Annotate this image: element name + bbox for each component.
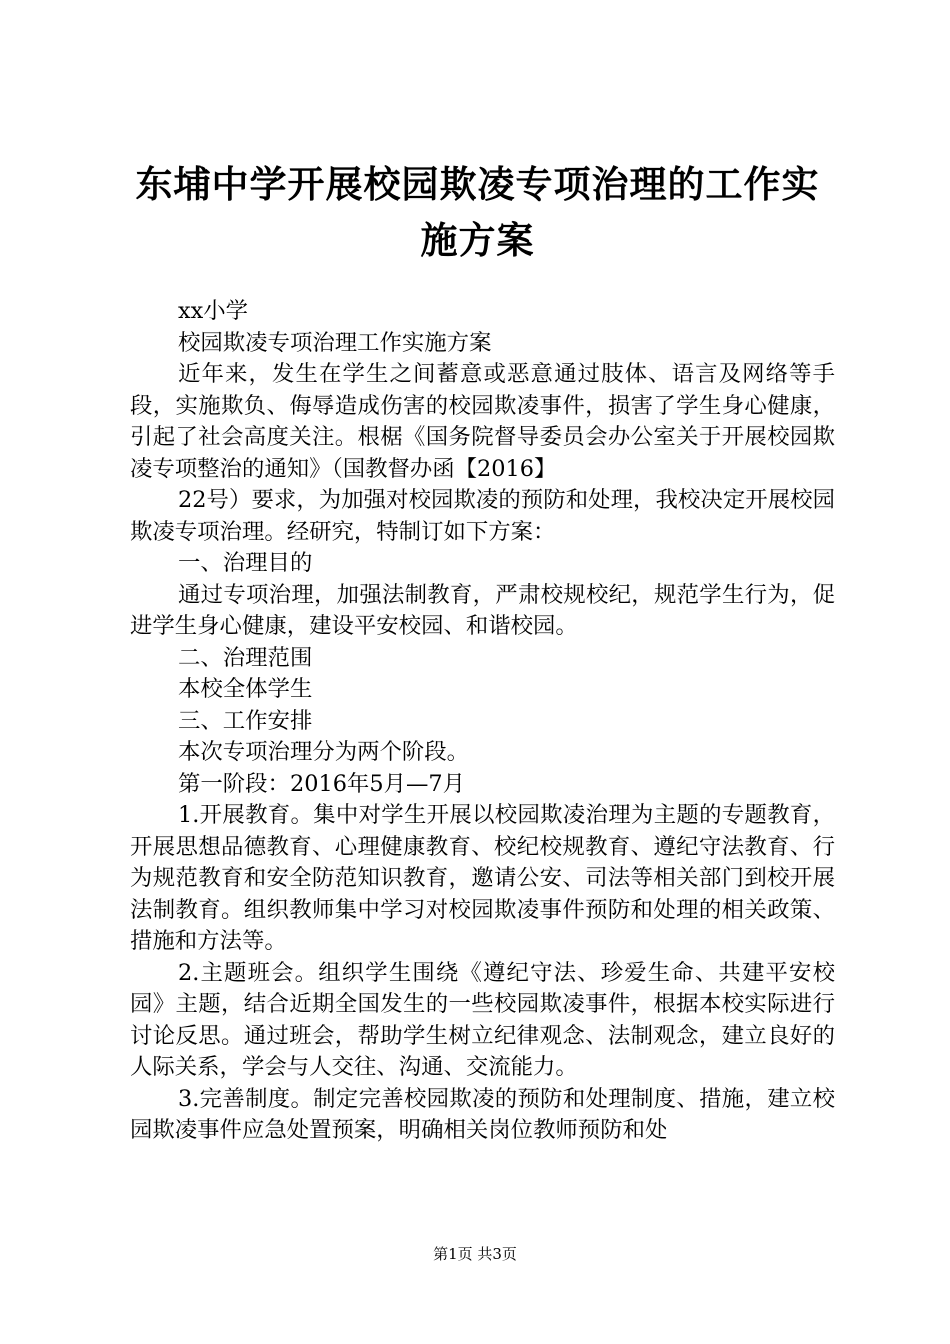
section-heading-goal: 一、治理目的 [178,550,313,576]
section-heading-scope: 二、治理范围 [178,644,313,671]
plan-subtitle: 校园欺凌专项治理工作实施方案 [178,329,492,356]
arrangement-paragraph: 本次专项治理分为两个阶段。 [178,739,470,765]
scope-paragraph: 本校全体学生 [178,676,313,702]
phase-one-heading: 第一阶段：2016年5月—7月 [178,770,465,797]
item-system: 3.完善制度。制定完善校园欺凌的预防和处理制度、措施，建立校园欺凌事件应急处置预案，明确相关岗位教师预防和处 [130,1085,835,1143]
item-class-meeting: 2.主题班会。组织学生围绕《遵纪守法、珍爱生命、共建平安校园》主题，结合近期全国发生的一些校园欺凌事件，根据本校实际进行讨论反思。通过班会，帮助学生树立纪律观念、法制观念，建立良好的人际关系，学会与人交往、沟通、交流能力。 [130,959,835,1080]
item-education: 1.开展教育。集中对学生开展以校园欺凌治理为主题的专题教育，开展思想品德教育、心理健康教育、校纪校规教育、遵纪守法教育、行为规范教育和安全防范知识教育，邀请公安、司法等相关部门到校开展法制教育。组织教师集中学习对校园欺凌事件预防和处理的相关政策、措施和方法等。 [130,802,835,954]
intro-paragraph-continued: 22号）要求，为加强对校园欺凌的预防和处理，我校决定开展校园欺凌专项治理。经研究，特制订如下方案： [130,487,835,545]
page-number: 第1页 共3页 [433,1245,517,1263]
section-heading-arrangement: 三、工作安排 [178,707,313,734]
document-body [130,296,835,1147]
intro-paragraph: 近年来，发生在学生之间蓄意或恶意通过肢体、语言及网络等手段，实施欺负、侮辱造成伤害的校园欺凌事件，损害了学生身心健康，引起了社会高度关注。根椐《国务院督导委员会办公室关于开展校园欺凌专项整治的通知》（国教督办函【2016】 [130,361,835,482]
goal-paragraph: 通过专项治理，加强法制教育，严肃校规校纪，规范学生行为，促进学生身心健康，建设平安校园、和谐校园。 [130,581,835,639]
document-title: 东埔中学开展校园欺凌专项治理的工作实施方案 [135,162,820,262]
school-name: xx小学 [178,298,249,324]
